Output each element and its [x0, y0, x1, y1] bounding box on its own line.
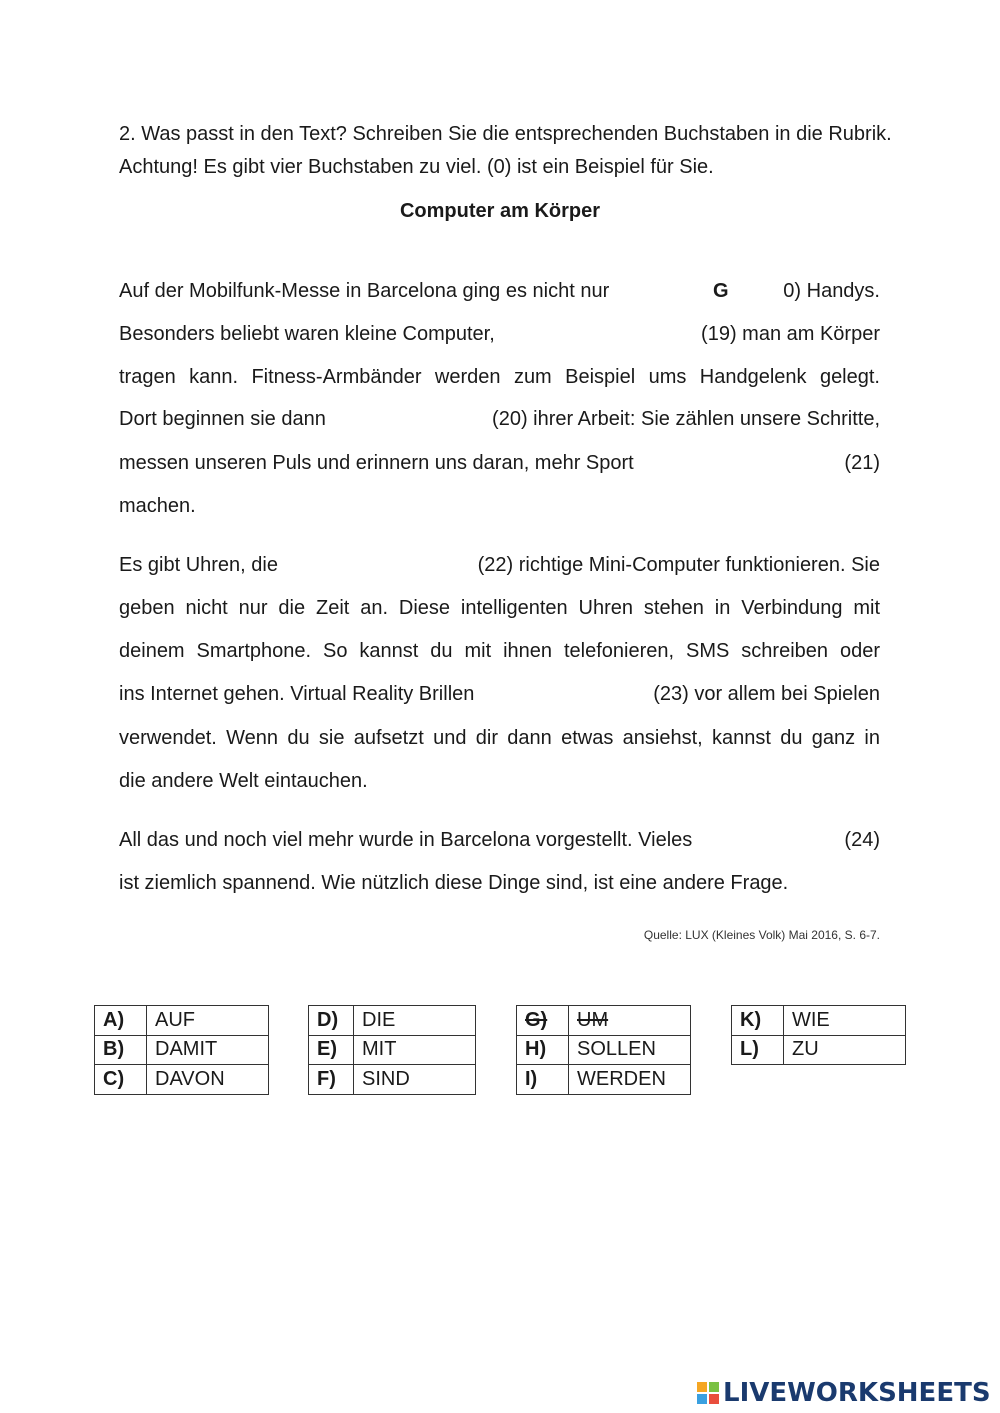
text-line: Dort beginnen sie dann (20) ihrer Arbeit: Sie zählen unsere Schritte, [119, 408, 880, 430]
text-line: die andere Welt eintauchen. [119, 770, 368, 792]
table-row: B) DAMIT [95, 1035, 269, 1065]
text-line: machen. [119, 495, 196, 517]
text-line: ist ziemlich spannend. Wie nützlich diese Dinge sind, ist eine andere Frage. [119, 872, 789, 894]
exercise-instructions: 2. Was passt in den Text? Schreiben Sie die entsprechenden Buchstaben in die Rubrik. Achtung! Es gibt vier Buchstaben zu viel. (0) ist ein Beispiel für Sie. [119, 123, 892, 178]
text-line: verwendet. Wenn du sie aufsetzt und dir dann etwas ansiehst, kannst du ganz in [119, 727, 880, 749]
text-line: All das und noch viel mehr wurde in Barcelona vorgestellt. Vieles (24) [119, 829, 880, 851]
table-row: F) SIND [309, 1065, 476, 1095]
text-line: tragen kann. Fitness-Armbänder werden zum Beispiel ums Handgelenk gelegt. [119, 366, 880, 388]
word-bank-table-2 [308, 1005, 476, 1095]
logo-text: LIVEWORKSHEETS [723, 1378, 991, 1408]
answer-slot-0: G [713, 280, 729, 302]
table-row: K) WIE [732, 1006, 906, 1036]
text-line: deinem Smartphone. So kannst du mit ihnen telefonieren, SMS schreiben oder [119, 640, 880, 662]
table-row: I) WERDEN [517, 1065, 691, 1095]
table-row [517, 1006, 691, 1036]
text-line: Auf der Mobilfunk-Messe in Barcelona ging es nicht nur G 0) Handys. [119, 276, 880, 306]
table-row: H) SOLLEN [517, 1035, 691, 1065]
liveworksheets-logo [697, 1377, 991, 1409]
word-bank-table-1 [94, 1005, 269, 1095]
text-line: Es gibt Uhren, die (22) richtige Mini-Computer funktionieren. Sie [119, 554, 880, 576]
text-line: Besonders beliebt waren kleine Computer, (19) man am Körper [119, 323, 880, 345]
logo-mark-icon [697, 1382, 719, 1404]
source-citation: Quelle: LUX (Kleines Volk) Mai 2016, S. 6-7. [643, 928, 880, 942]
text-line: ins Internet gehen. Virtual Reality Brillen (23) vor allem bei Spielen [119, 683, 880, 705]
table-row: D) DIE [309, 1006, 476, 1036]
used-example-word: UM [569, 1006, 691, 1036]
table-row: L) ZU [732, 1035, 906, 1065]
word-bank-table-4 [731, 1005, 906, 1065]
table-row: C) DAVON [95, 1065, 269, 1095]
text-line: geben nicht nur die Zeit an. Diese intelligenten Uhren stehen in Verbindung mit [119, 597, 880, 619]
table-row: E) MIT [309, 1035, 476, 1065]
text-title: Computer am Körper [399, 200, 601, 222]
table-row: A) AUF [95, 1006, 269, 1036]
text-line: messen unseren Puls und erinnern uns daran, mehr Sport (21) [119, 452, 880, 474]
word-bank-table-3 [516, 1005, 691, 1095]
used-example-key: G) [517, 1006, 569, 1036]
